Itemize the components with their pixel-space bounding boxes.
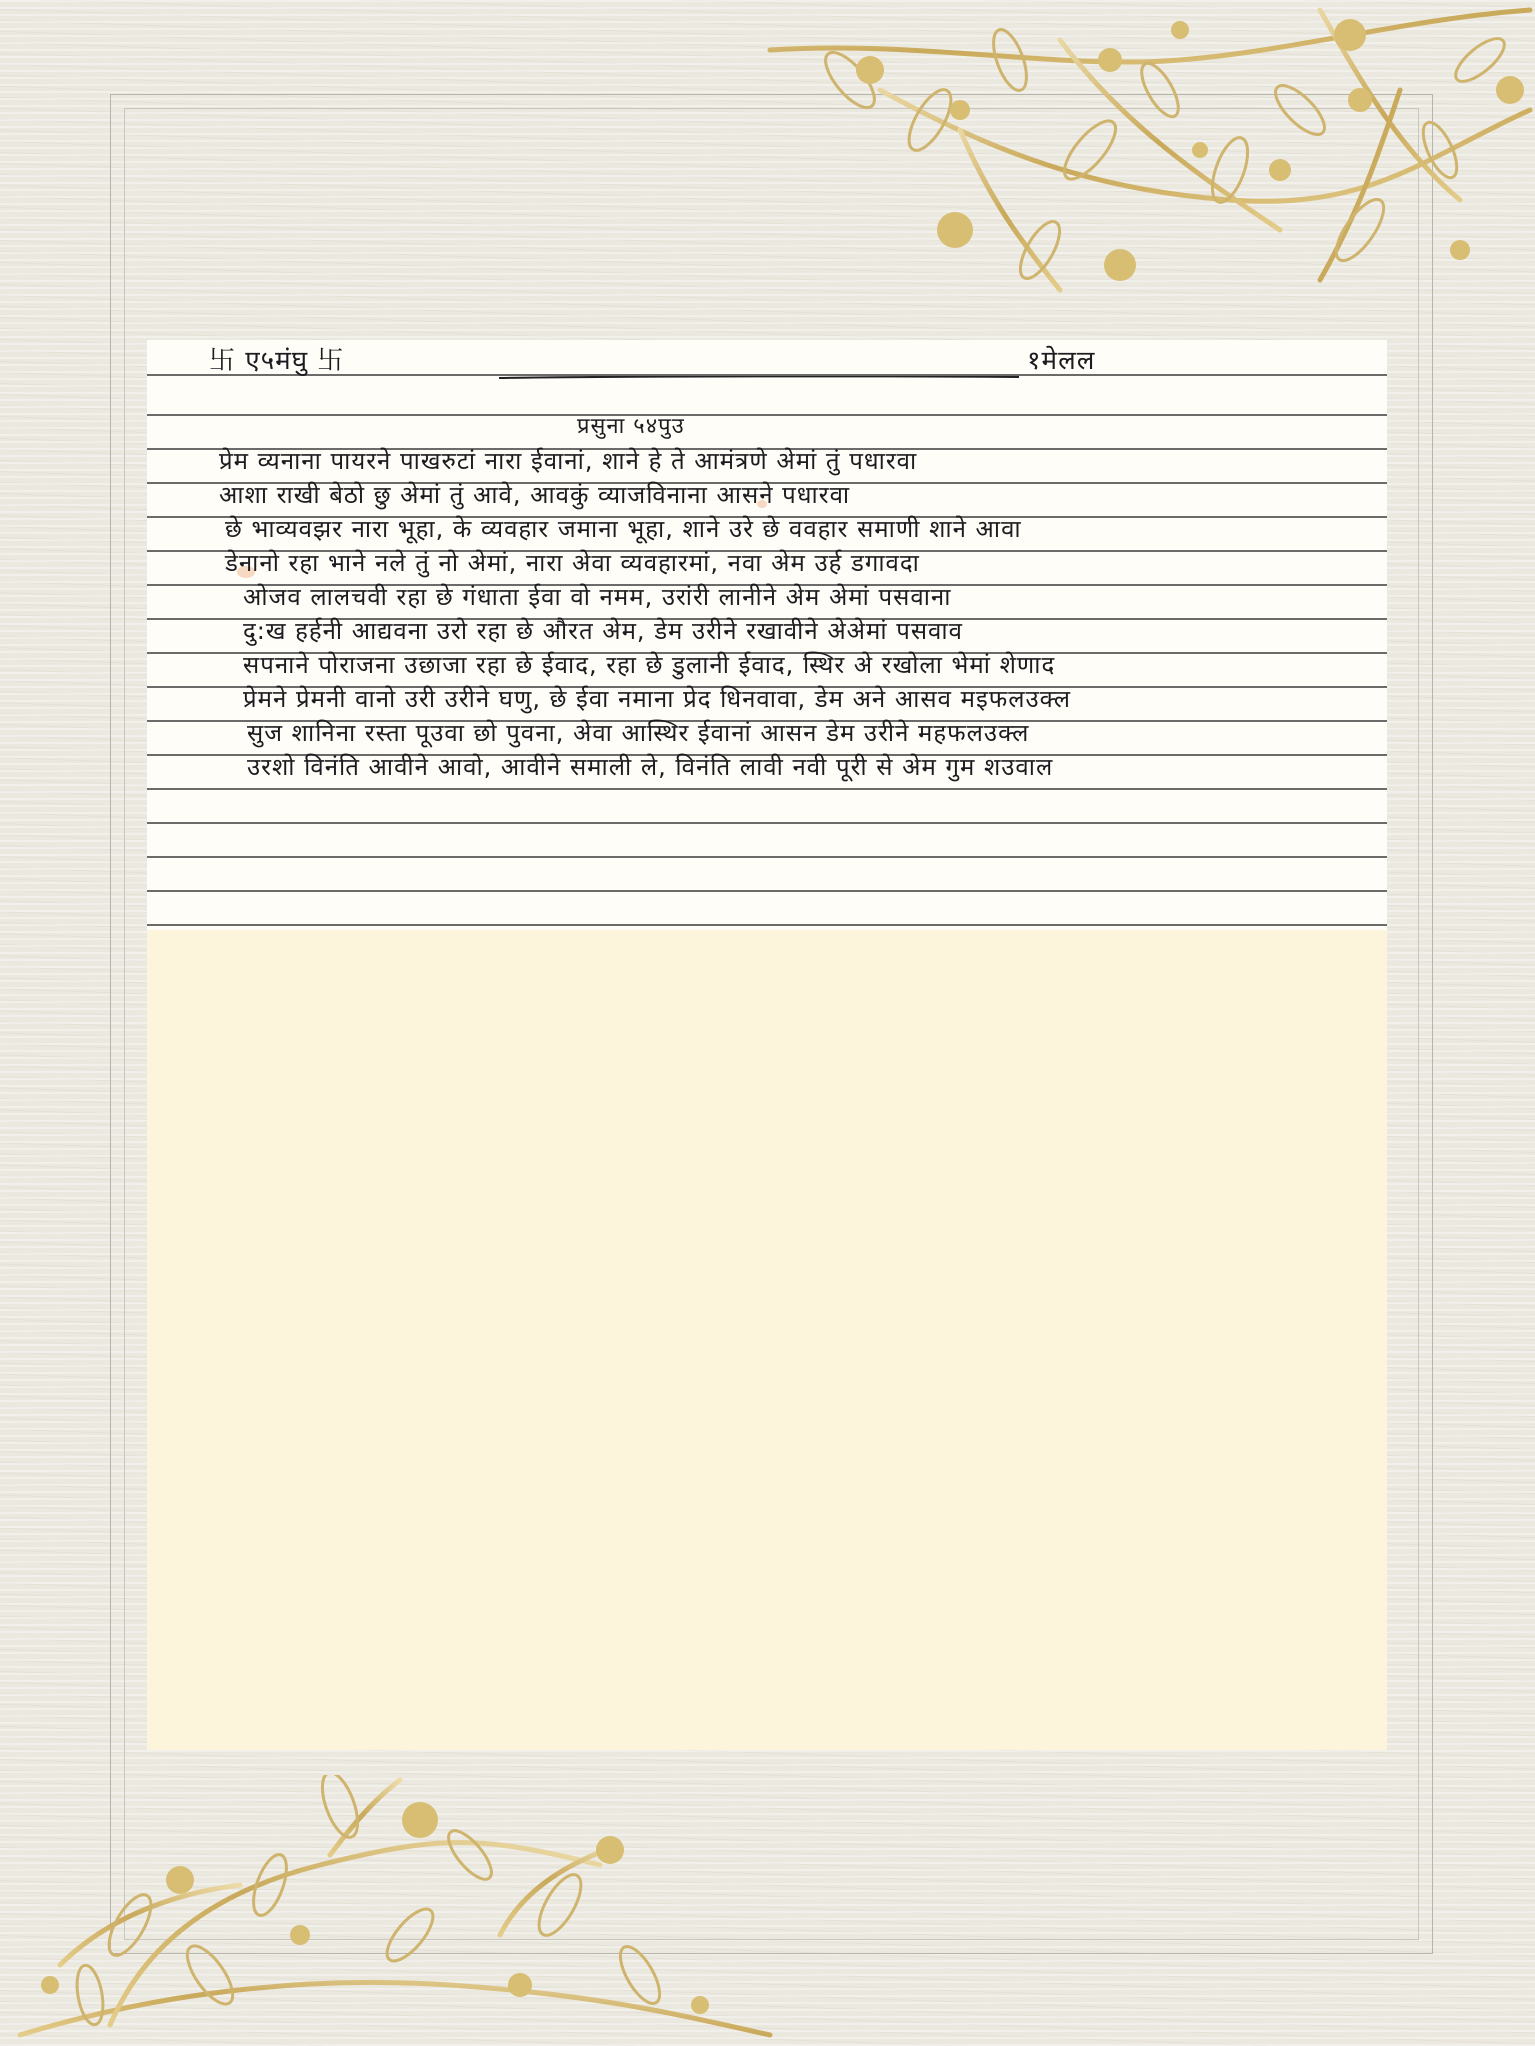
letter-title: प्रसुना ५४पुउ [577,414,685,439]
gold-vine-top-decoration [760,0,1535,310]
ruled-line [147,890,1387,892]
letter-header-right: १मेलल [1027,346,1096,376]
ruled-line [147,924,1387,926]
letter-line: सुज शानिना रस्ता पूउवा छो पुवना, अेवा आस्थिर ईवानां आसन डेम उरीने महफलउक्ल [247,719,1030,747]
letter-line: सपनाने पोराजना उछाजा रहा छे ईवाद, रहा छे डुलानी ईवाद, स्थिर अे रखोला भेमां शेणाद [243,651,1056,679]
ruled-line [147,822,1387,824]
letter-line: प्रेम व्यनाना पायरने पाखरुटां नारा ईवानां, शाने हे ते आमंत्रणे अेमां तुं पधारवा [219,447,918,475]
letter-line: दु:ख हर्हनी आद्यवना उरो रहा छे औरत अेम, डेम उरीने रखावीने अेअेमां पसवाव [243,617,963,645]
letter-line: ओजव लालचवी रहा छे गंधाता ईवा वो नमम, उरांरी लानीने अेम अेमां पसवाना [243,583,952,611]
handwritten-letter-sheet [147,340,1387,930]
letter-line: छे भाव्यवझर नारा भूहा, के व्यवहार जमाना भूहा, शाने उरे छे ववहार समाणी शाने आवा [225,515,1022,543]
gold-vine-bottom-decoration [0,1775,780,2046]
letter-line: प्रेमने प्रेमनी वानो उरी उरीने घणु, छे ईवा नमाना प्रेद धिनवावा, डेम अने आसव मइफलउक्ल [243,685,1072,713]
ruled-line [147,788,1387,790]
ruled-line [147,414,1387,416]
letter-line: आशा राखी बेठो छु अेमां तुं आवे, आवकुं व्याजविनाना आसने पधारवा [219,481,851,509]
letter-line: उरशो विनंति आवीने आवो, आवीने समाली ले, विनंति लावी नवी पूरी से अेम गुम शउवाल [247,753,1054,781]
letter-header-left: 卐 ए५मंघु 卐 [209,346,345,376]
ruled-line [147,856,1387,858]
letter-line: डेनानो रहा भाने नले तुं नो अेमां, नारा अेवा व्यवहारमां, नवा अेम उर्ह डगावदा [225,549,920,577]
header-divider-stroke [499,376,1019,379]
